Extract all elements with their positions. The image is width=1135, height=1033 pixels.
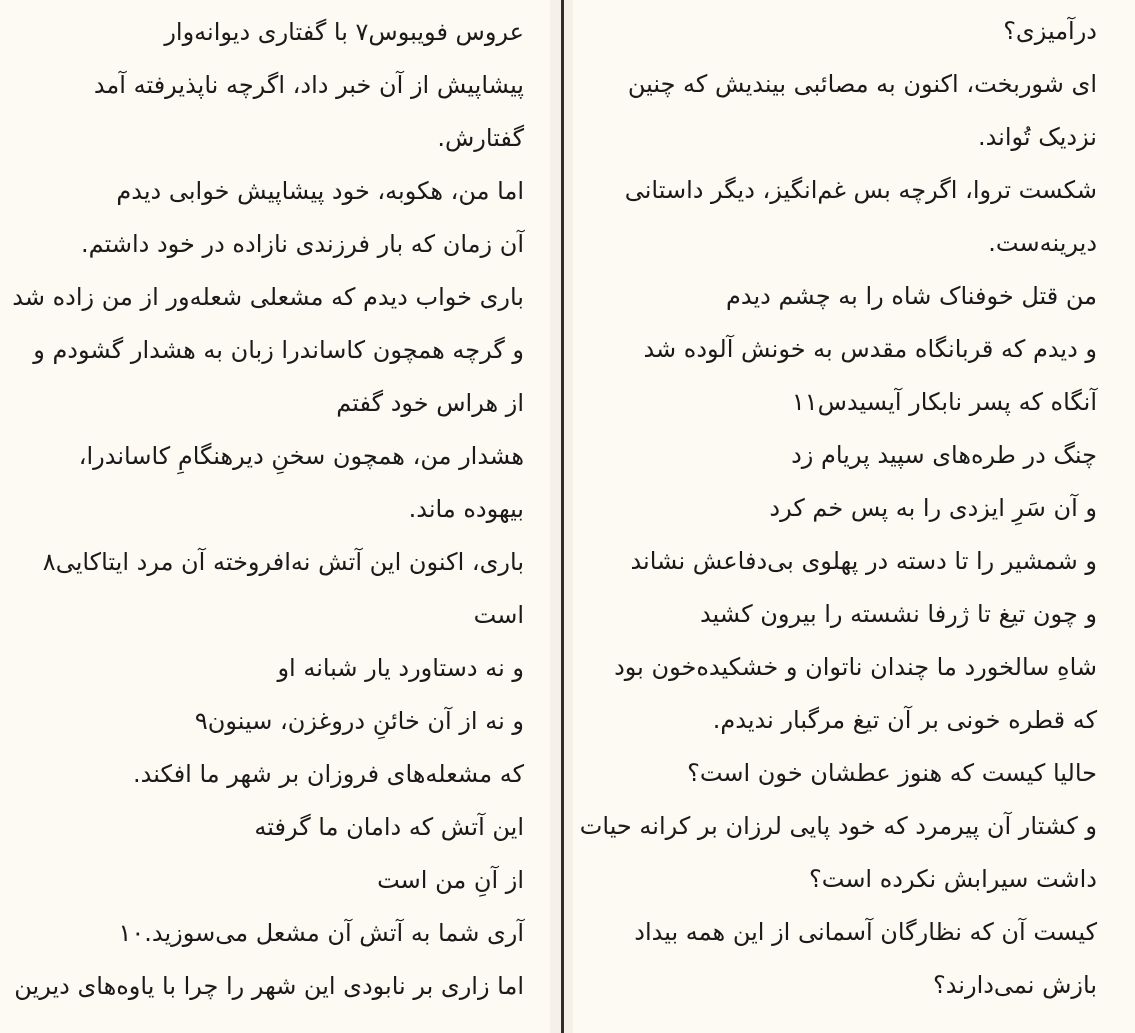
text-line: و شمشیر را تا دسته در پهلوی بی‌دفاعش نشاند [630,547,1097,575]
text-line: داشت سیرابش نکرده است؟ [809,865,1097,893]
text-line: است [473,601,524,629]
left-page [0,0,550,1033]
text-line: اما من، هکوبه، خود پیشاپیش خوابی دیدم [116,177,524,205]
text-line: آنگاه که پسر نابکار آیسیدس۱۱ [791,388,1097,416]
text-line: ای شوربخت، اکنون به مصائبی بیندیش که چنین [627,70,1097,98]
text-line: از آنِ من است [377,866,524,894]
text-line: و دیدم که قربانگاه مقدس به خونش آلوده شد [643,335,1097,363]
text-line: باری، اکنون این آتش نه‌افروخته آن مرد ایتاکایی۸ [42,548,524,576]
text-line: و کشتار آن پیرمرد که خود پایی لرزان بر کرانه حیات [579,812,1097,840]
text-line: کیست آن که نظارگان آسمانی از این همه بیداد [634,918,1097,946]
text-line: عروس فویبوس۷ با گفتاری دیوانه‌وار [164,18,524,46]
text-line: اما زاری بر نابودی این شهر را چرا با یاوه‌های دیرین [14,972,524,1000]
text-line: من قتل خوفناک شاه را به چشم دیدم [725,282,1097,310]
text-line: آری شما به آتش آن مشعل می‌سوزید.۱۰ [118,919,524,947]
text-line: و آن سَرِ ایزدی را به پس خم کرد [769,494,1097,522]
text-line: بیهوده ماند. [408,495,524,523]
text-line: گفتارش. [437,124,524,152]
text-line: هشدار من، همچون سخنِ دیرهنگامِ کاساندرا، [78,442,524,470]
text-line: که قطره خونی بر آن تیغ مرگبار ندیدم. [712,706,1097,734]
text-line: بازش نمی‌دارند؟ [932,971,1097,999]
text-line: نزدیک تُواند. [977,123,1097,151]
text-line: شکست تروا، اگرچه بس غم‌انگیز، دیگر داستانی [624,176,1097,204]
page-gutter [550,0,573,1033]
text-line: و گرچه همچون کاساندرا زبان به هشدار گشودم و [33,336,524,364]
text-line: پیشاپیش از آن خبر داد، اگرچه ناپذیرفته آمد [93,71,524,99]
text-line: شاهِ سالخورد ما چندان ناتوان و خشکیده‌خون بود [614,653,1097,681]
text-line: و نه از آن خائنِ دروغزن، سینون۹ [194,707,524,735]
text-line: حالیا کیست که هنوز عطشان خون است؟ [687,759,1097,787]
left-page-text [4,6,524,1013]
right-page [573,0,1135,1033]
text-line: آن زمان که بار فرزندی نازاده در خود داشتم. [81,230,524,258]
text-line: درآمیزی؟ [1003,17,1097,45]
text-line: چنگ در طره‌های سپید پریام زد [791,441,1097,469]
text-line: که مشعله‌های فروزان بر شهر ما افکند. [132,760,524,788]
text-line: و چون تیغ تا ژرفا نشسته را بیرون کشید [699,600,1097,628]
text-line: این آتش که دامان ما گرفته [254,813,524,841]
right-page-text [577,5,1097,1012]
gutter-divider [561,0,564,1033]
text-line: و نه دستاورد یار شبانه او [277,654,524,682]
text-line: باری خواب دیدم که مشعلی شعله‌ور از من زاده شد [12,283,524,311]
text-line: دیرینه‌ست. [988,229,1097,257]
text-line: از هراس خود گفتم [336,389,524,417]
